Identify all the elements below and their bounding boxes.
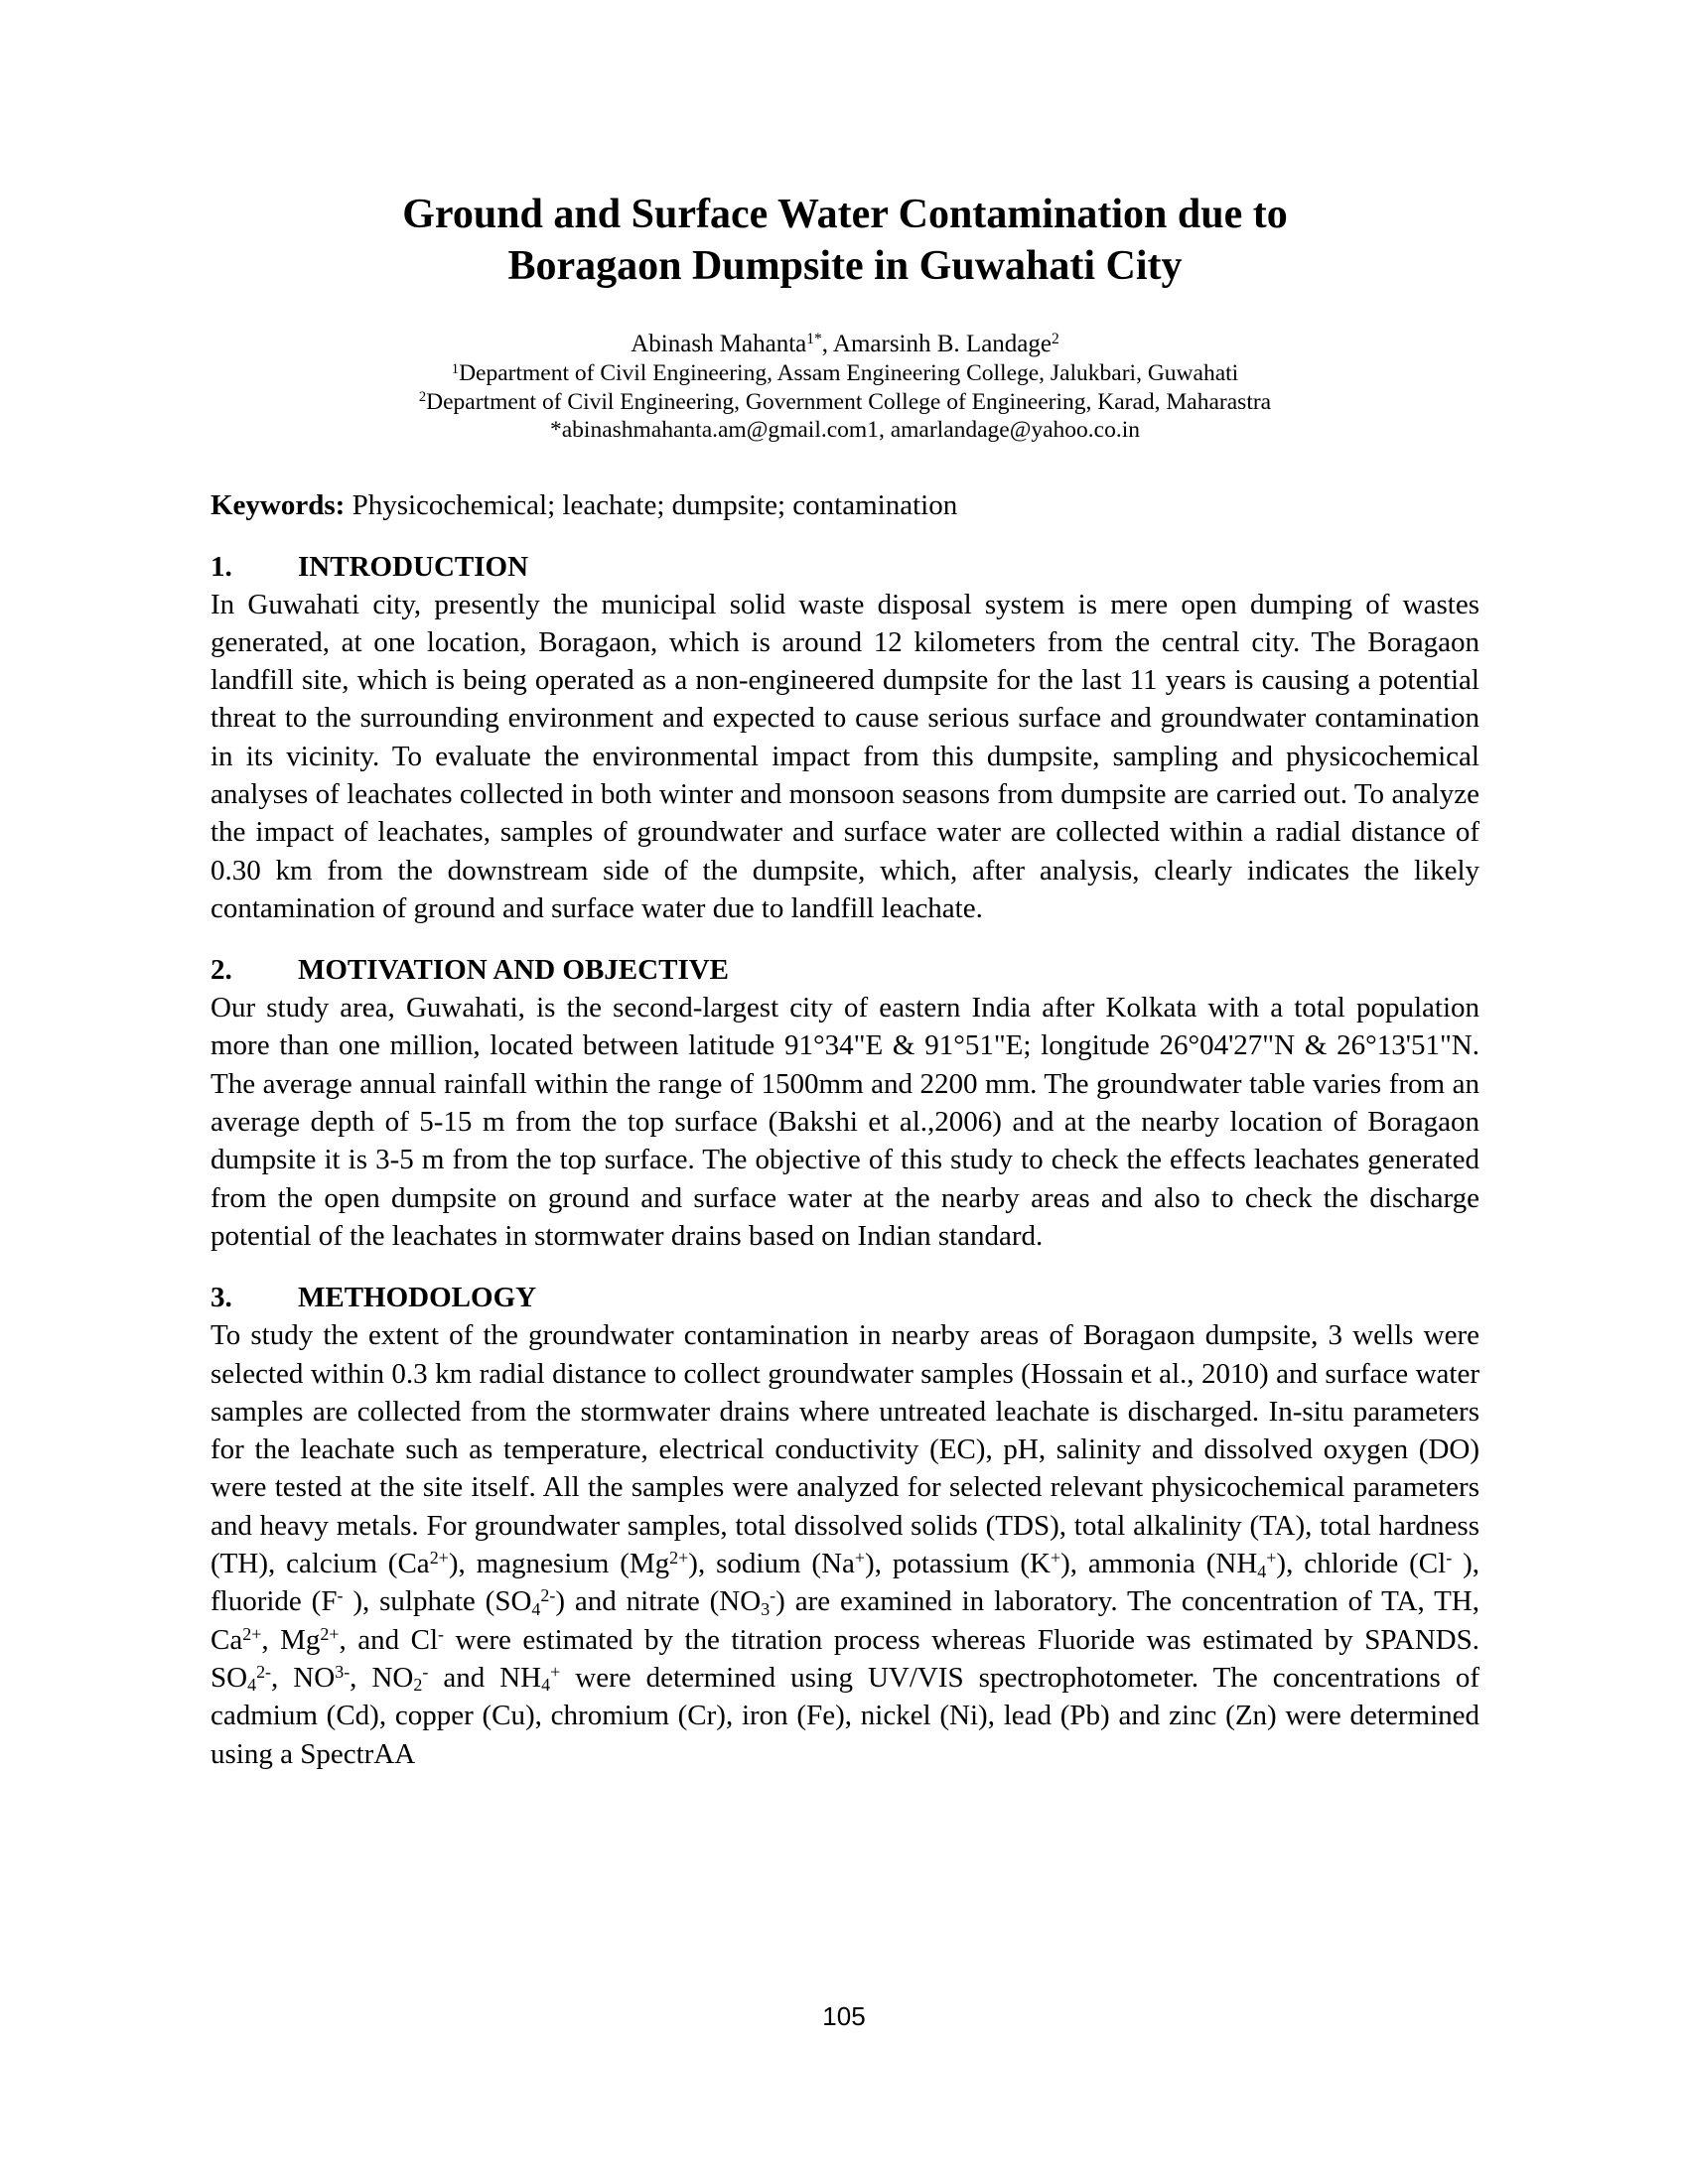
superscript: +: [854, 1548, 866, 1569]
subscript: 2: [413, 1675, 423, 1696]
section-title: INTRODUCTION: [298, 550, 529, 583]
text-run: ), fluoride (F: [211, 1548, 1479, 1618]
text-run: ), sodium (Na: [688, 1548, 855, 1580]
author-emails: *abinashmahanta.am@gmail.com1, amarlandage@yahoo.co.in: [549, 417, 1141, 443]
superscript: +: [1050, 1548, 1061, 1569]
subscript: 4: [541, 1675, 551, 1696]
text-run: ), potassium (K: [865, 1548, 1051, 1580]
title-line-1: Ground and Surface Water Contamination due to: [402, 192, 1288, 237]
superscript: -: [438, 1623, 445, 1644]
text-run: , NO: [350, 1661, 414, 1694]
keywords-text: Physicochemical; leachate; dumpsite; contamination: [345, 488, 958, 521]
author-marker: 1*: [806, 331, 822, 348]
section-heading: [211, 951, 1479, 989]
affiliation-marker: 1: [451, 360, 460, 377]
affiliation-marker: 2: [418, 389, 427, 406]
superscript: +: [1266, 1548, 1277, 1569]
paper-title: [211, 189, 1479, 292]
subscript: 4: [247, 1675, 257, 1696]
author-list: [211, 330, 1479, 359]
superscript: 3-: [335, 1661, 351, 1682]
superscript: -: [422, 1661, 429, 1682]
paper-page: [211, 189, 1479, 1773]
text-run: ), sulphate (SO: [343, 1585, 532, 1618]
superscript: 2+: [669, 1548, 689, 1569]
section-number: 2.: [211, 954, 232, 987]
section-number: 1.: [211, 550, 232, 583]
section-number: 3.: [211, 1282, 232, 1314]
section-heading: [211, 1279, 1479, 1316]
superscript: 2-: [256, 1661, 272, 1682]
text-run: and NH: [428, 1661, 542, 1694]
section-title: MOTIVATION AND OBJECTIVE: [298, 954, 730, 987]
author-separator: ,: [821, 331, 833, 357]
text-run: were estimated by the titration process whereas Fluoride was estimated by SPANDS. SO: [211, 1623, 1479, 1694]
text-run: were determined using UV/VIS spectrophotometer. The concentrations of cadmium (Cd), copper (Cu), chromium (Cr), iron (Fe), nickel (Ni), lead (Pb) and zinc (Zn) were determined using a SpectrAA: [211, 1661, 1480, 1770]
author-name: Abinash Mahanta: [631, 331, 807, 357]
subscript: 3: [761, 1598, 771, 1619]
subscript: 4: [531, 1598, 541, 1619]
text-run: ) are examined in laboratory. The concentration of TA, TH, Ca: [211, 1585, 1479, 1656]
superscript: 2+: [320, 1623, 340, 1644]
text-run: ) and nitrate (NO: [555, 1585, 762, 1618]
keywords: [211, 486, 1479, 524]
text-run: , and Cl: [339, 1623, 439, 1656]
keywords-label: Keywords:: [211, 488, 346, 521]
section-body: [211, 1316, 1479, 1773]
affiliation-text: Department of Civil Engineering, Government College of Engineering, Karad, Maharastra: [426, 388, 1272, 415]
superscript: 2+: [429, 1548, 449, 1569]
page-number: 105: [822, 2001, 866, 2031]
section-body: Our study area, Guwahati, is the second-largest city of eastern India after Kolkata with a total population more than one million, located between latitude 91°34"E & 91°51"E; longitude 26°04'27"N & 26°13'51"N. The average annual rainfall within the range of 1500mm and 2200 mm. The groundwater table varies from an average depth of 5-15 m from the top surface (Bakshi et al.,2006) and at the nearby location of Boragaon dumpsite it is 3-5 m from the top surface. The objective of this study to check the effects leachates generated from the open dumpsite on ground and surface water at the nearby areas and also to check the discharge potential of the leachates in stormwater drains based on Indian standard.: [211, 992, 1479, 1252]
affiliation: [211, 359, 1479, 388]
text-run: ), chloride (Cl: [1276, 1548, 1447, 1580]
affiliation: [211, 388, 1479, 417]
affiliation-text: Department of Civil Engineering, Assam Engineering College, Jalukbari, Guwahati: [459, 360, 1239, 386]
text-run: To study the extent of the groundwater contamination in nearby areas of Boragaon dumpsite, 3 wells were selected within 0.3 km radial distance to collect groundwater samples (Hossain et al., 2010) and surface water samples are collected from the stormwater drains where untreated leachate is discharged. In-situ parameters for the leachate such as temperature, electrical conductivity (EC), pH, salinity and dissolved oxygen (DO) were tested at the site itself. All the samples were analyzed for selected relevant physicochemical parameters and heavy metals. For groundwater samples, total dissolved solids (TDS), total alkalinity (TA), total hardness (TH), calcium (Ca: [211, 1319, 1479, 1580]
superscript: -: [1446, 1548, 1453, 1569]
text-run: , Mg: [261, 1623, 321, 1656]
text-run: ), ammonia (NH: [1060, 1548, 1258, 1580]
title-line-2: Boragaon Dumpsite in Guwahati City: [507, 243, 1183, 289]
superscript: +: [550, 1661, 561, 1682]
text-run: ), magnesium (Mg: [448, 1548, 670, 1580]
superscript: -: [337, 1585, 344, 1606]
superscript: 2+: [242, 1623, 262, 1644]
author-name: Amarsinh B. Landage: [832, 331, 1052, 357]
text-run: , NO: [271, 1661, 336, 1694]
superscript: -: [770, 1585, 776, 1606]
superscript: 2-: [540, 1585, 556, 1606]
section-body: In Guwahati city, presently the municipal solid waste disposal system is mere open dumping of wastes generated, at one location, Boragaon, which is around 12 kilometers from the central city. The Boragaon landfill site, which is being operated as a non-engineered dumpsite for the last 11 years is causing a potential threat to the surrounding environment and expected to cause serious surface and groundwater contamination in its vicinity. To evaluate the environmental impact from this dumpsite, sampling and physicochemical analyses of leachates collected in both winter and monsoon seasons from dumpsite are carried out. To analyze the impact of leachates, samples of groundwater and surface water are collected within a radial distance of 0.30 km from the downstream side of the dumpsite, which, after analysis, clearly indicates the likely contamination of ground and surface water due to landfill leachate.: [211, 588, 1479, 924]
section-title: METHODOLOGY: [298, 1282, 537, 1314]
section-heading: [211, 548, 1479, 586]
author-marker: 2: [1052, 331, 1059, 348]
subscript: 4: [1257, 1561, 1267, 1581]
